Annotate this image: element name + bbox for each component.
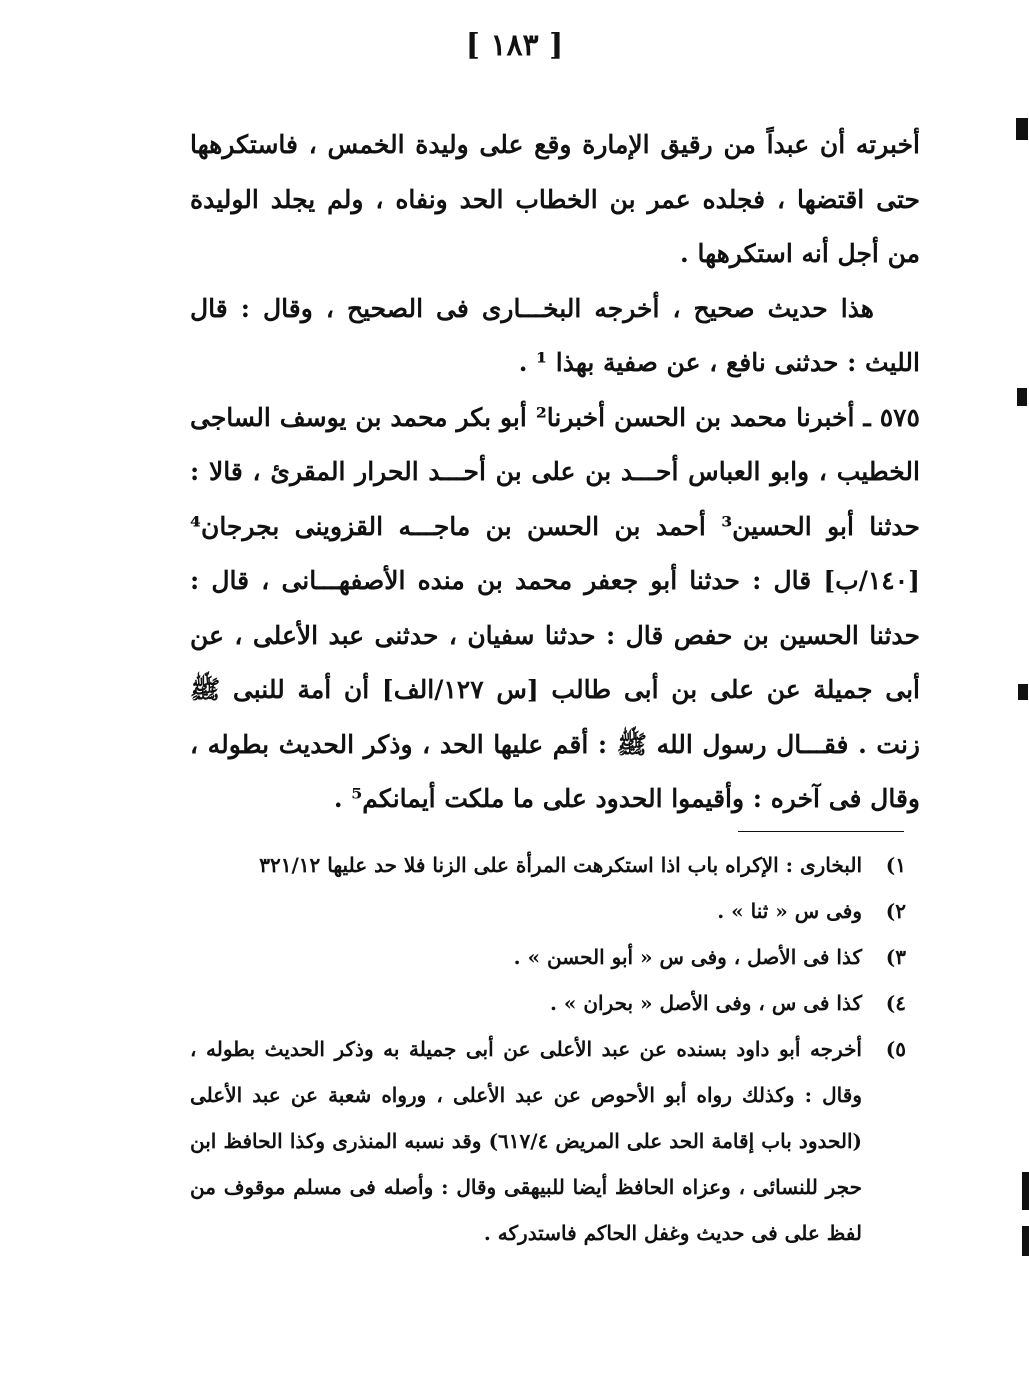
footnote-text: البخارى : الإكراه باب اذا استكرهت المرأة على الزنا فلا حد عليها ٣٢١/١٢ bbox=[259, 853, 862, 877]
footnote-number: ٢) bbox=[885, 899, 906, 923]
scan-edge-mark bbox=[1022, 1172, 1029, 1210]
scan-edge-mark bbox=[1017, 388, 1027, 406]
footnote-4 bbox=[190, 980, 906, 1026]
footnote-text: أخرجه أبو داود بسنده عن عبد الأعلى عن أبى جميلة به وذكر الحديث بطوله ، وقال : وكذلك رواه أبو الأحوص عن عبد الأعلى ، ورواه شعبة عن عبد الأعلى (الحدود باب إقامة الحد على المريض ٦١٧/٤) وقد نسبه المنذرى وكذا الحافظ ابن حجر للنسائى ، وعزاه الحافظ أيضا للبيهقى وقال : وأصله فى مسلم موقوف من لفظ على فى حديث وغفل الحاكم فاستدركه . bbox=[190, 1037, 862, 1245]
footnote-5 bbox=[190, 1026, 906, 1256]
footnotes bbox=[190, 842, 906, 1256]
footnote-text: كذا فى الأصل ، وفى س « أبو الحسن » . bbox=[513, 945, 862, 969]
page-number: [ ١٨٣ ] bbox=[465, 28, 564, 63]
paragraph-2: هذا حديث صحيح ، أخرجه البخـــارى فى الصحيح ، وقال : قال الليث : حدثنى نافع ، عن صفية بهذا ¹ . bbox=[190, 293, 920, 377]
scan-edge-mark bbox=[1016, 118, 1028, 140]
footnote-number: ٤) bbox=[885, 991, 906, 1015]
main-text bbox=[190, 118, 920, 827]
scan-edge-mark bbox=[1018, 684, 1028, 700]
scan-edge-mark bbox=[1022, 1226, 1029, 1256]
footnote-number: ٣) bbox=[885, 945, 906, 969]
footnote-text: كذا فى س ، وفى الأصل « بحران » . bbox=[549, 991, 862, 1015]
paragraph-3-hadith-575: ٥٧٥ ـ أخبرنا محمد بن الحسن أخبرنا² أبو بكر محمد بن يوسف الساجى الخطيب ، وابو العباس أحـــد بن على بن أحـــد الحرار المقرئ ، قالا : حدثنا أبو الحسين³ أحمد بن الحسن بن ماجـــه القزوينى بجرجان⁴ [١٤٠/ب] قال : حدثنا أبو جعفر محمد بن منده الأصفهـــانى ، قال : حدثنا الحسين بن حفص قال : حدثنا سفيان ، حدثنى عبد الأعلى ، عن أبى جميلة عن على بن أبى طالب [س ١٢٧/الف] أن أمة للنبى ﷺ زنت . فقـــال رسول الله ﷺ : أقم عليها الحد ، وذكر الحديث بطوله ، وقال فى آخره : وأقيموا الحدود على ما ملكت أيمانكم⁵ . bbox=[190, 402, 920, 813]
footnote-1 bbox=[190, 842, 906, 888]
footnote-number: ١) bbox=[885, 853, 906, 877]
footnote-number: ٥) bbox=[885, 1037, 906, 1061]
footnote-3 bbox=[190, 934, 906, 980]
footnote-2 bbox=[190, 888, 906, 934]
paragraph-1: أخبرته أن عبداً من رقيق الإمارة وقع على وليدة الخمس ، فاستكرهها حتى اقتضها ، فجلده عمر بن الخطاب الحد ونفاه ، ولم يجلد الوليدة من أجل أنه استكرهها . bbox=[190, 130, 920, 268]
footnote-separator bbox=[738, 831, 904, 832]
footnote-text: وفى س « ثنا » . bbox=[717, 899, 862, 923]
